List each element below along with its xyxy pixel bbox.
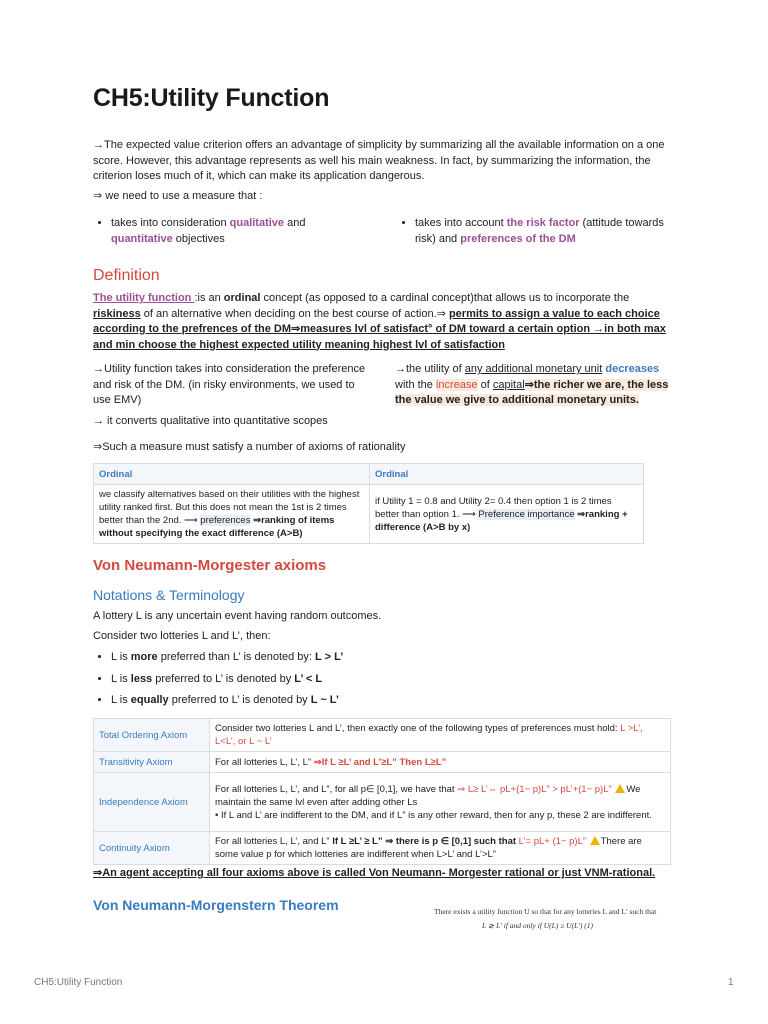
notations-heading: Notations & Terminology bbox=[93, 587, 245, 603]
consider-lotteries: Consider two lotteries L and L’, then: bbox=[93, 630, 271, 642]
axioms-table bbox=[93, 718, 671, 865]
page-title: CH5:Utility Function bbox=[93, 84, 330, 112]
theorem-statement: There exists a utility function U so that for any lotteries L and L′ such that bbox=[434, 907, 657, 916]
list-item: • L is more preferred than L’ is denoted by: L > L’ bbox=[111, 650, 593, 666]
axioms-intro-line: ⇒Such a measure must satisfy a number of axioms of rationality bbox=[93, 441, 406, 453]
axiom-desc-continuity: For all lotteries L, L’, and L” If L ≥L’ ≥ L” ⇒ there is p ∈ [0,1] such that L’= pL+ (1− p)L” There are some value p for which lotteries are indifferent when L>L’ and L’>L” bbox=[210, 832, 671, 865]
vnm-rational-statement: ⇒An agent accepting all four axioms above is called Von Neumann- Morgester rational or just VNM-rational. bbox=[93, 867, 656, 879]
intro-paragraph: →The expected value criterion offers an advantage of simplicity by summarizing all the available information on a one score. However, this advantage represents as well his main weakness. In fact, by summarizing the information, the criterion loses much of it, which can make its application dangerous. bbox=[93, 139, 665, 182]
bullet-right bbox=[397, 216, 679, 253]
need-measure-line: ⇒ we need to use a measure that : bbox=[93, 190, 263, 202]
axiom-name-total: Total Ordering Axiom bbox=[94, 719, 210, 752]
utility-risk-paragraph: →Utility function takes into consideration the preference and risk of the DM. (in risky environments, we used to use EMV) bbox=[93, 363, 366, 406]
axiom-name-independence: Independence Axiom bbox=[94, 773, 210, 832]
table-row bbox=[94, 773, 671, 832]
list-item: • L is less preferred to L’ is denoted by L’ < L bbox=[111, 672, 593, 688]
vnm-axioms-heading: Von Neumann-Morgester axioms bbox=[93, 557, 327, 574]
list-item: • L is equally preferred to L’ is denoted by L ~ L’ bbox=[111, 693, 593, 709]
bullet-qualitative: • takes into consideration qualitative and quantitative objectives bbox=[111, 216, 333, 247]
axiom-desc-transitivity: For all lotteries L, L’, L” ⇒If L ≥L’ and L’≥L” Then L≥L” bbox=[210, 752, 671, 773]
table-row bbox=[94, 752, 671, 773]
notation-list bbox=[93, 650, 593, 715]
warning-icon bbox=[615, 784, 625, 793]
footer-title: CH5:Utility Function bbox=[34, 977, 123, 988]
ordinal-header-right: Ordinal bbox=[370, 464, 644, 485]
ordinal-cell-right: if Utility 1 = 0.8 and Utility 2= 0.4 then option 1 is 2 times better than option 1. ⟶ Preference importance ⇒ranking + difference (A>B by x) bbox=[370, 485, 644, 544]
axiom-name-transitivity: Transitivity Axiom bbox=[94, 752, 210, 773]
axiom-name-continuity: Continuity Axiom bbox=[94, 832, 210, 865]
ordinal-table bbox=[93, 463, 644, 544]
ordinal-header-left: Ordinal bbox=[94, 464, 370, 485]
table-row bbox=[94, 832, 671, 865]
axiom-desc-independence: For all lotteries L, L’, and L”, for all p∈ [0,1], we have that ⇒ L≥ L’⇔ pL+(1− p)L” > pL’+(1− p)L” We maintain the same lvl even after adding other Ls • If L and L’ are indifferent to the DM, and if L” is any other reward, then for any p, these 2 are indifferent. bbox=[210, 773, 671, 832]
diminishing-utility-paragraph: →the utility of any additional monetary unit decreases with the increase of capital⇒the richer we are, the less the value we give to additional monetary units. bbox=[395, 363, 669, 406]
theorem-heading: Von Neumann-Morgenstern Theorem bbox=[93, 897, 339, 913]
definition-heading: Definition bbox=[93, 267, 160, 284]
theorem-equation: L ≳ L′ if and only if U(L) ≥ U(L′) (1) bbox=[482, 921, 594, 930]
lottery-definition: A lottery L is any uncertain event having random outcomes. bbox=[93, 610, 382, 622]
axiom-desc-total: Consider two lotteries L and L’, then exactly one of the following types of preferences must hold: L >L’, L<L’, or L ~ L’ bbox=[210, 719, 671, 752]
table-row bbox=[94, 719, 671, 752]
converts-line: → it converts qualitative into quantitative scopes bbox=[93, 415, 328, 427]
bullet-left bbox=[93, 216, 333, 253]
table-row bbox=[94, 464, 644, 485]
bullet-risk-factor: • takes into account the risk factor (attitude towards risk) and preferences of the DM bbox=[415, 216, 679, 247]
table-row bbox=[94, 485, 644, 544]
definition-paragraph: The utility function :is an ordinal concept (as opposed to a cardinal concept)that allows us to incorporate the riskiness of an alternative when deciding on the best course of action.⇒ permits to assign a value to each choice according to the prefrences of the DM⇒measures lvl of satisfact° of DM toward a certain option →in both max and min choose the highest expected utility meaning highest lvl of satisfaction bbox=[93, 292, 666, 351]
warning-icon bbox=[590, 836, 600, 845]
ordinal-cell-left: we classify alternatives based on their utilities with the highest utility ranked first. But this does not mean the 1st is 2 times better than the 2nd. ⟶ preferences ⇒ranking of items without specifying the exact difference (A>B) bbox=[94, 485, 370, 544]
page-number: 1 bbox=[728, 977, 734, 988]
